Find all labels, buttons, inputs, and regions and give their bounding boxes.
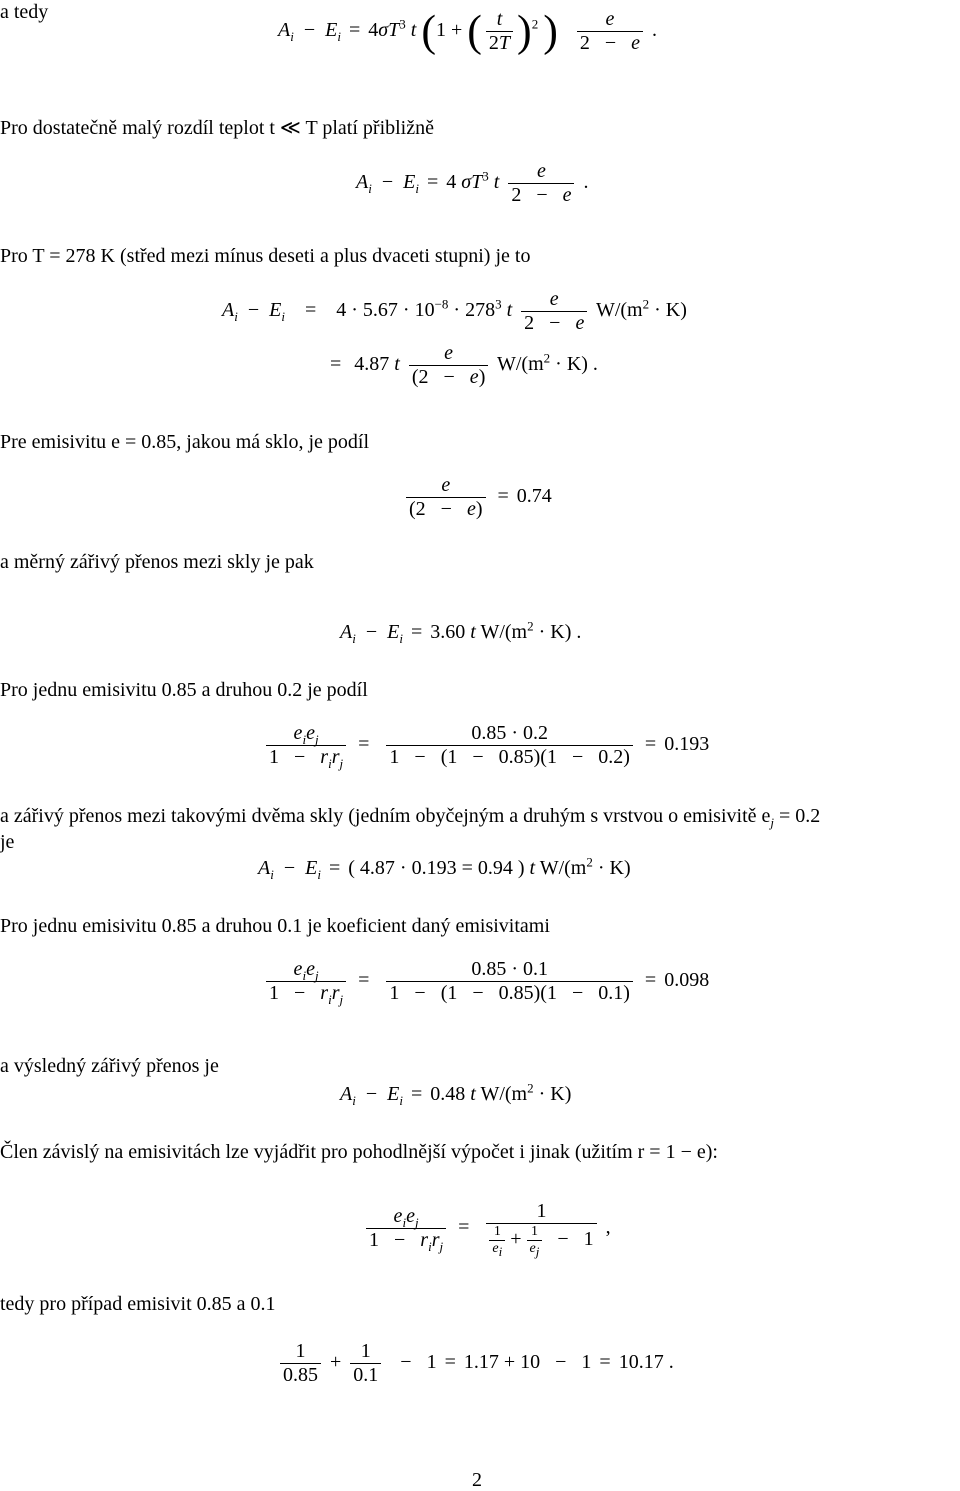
- page-number: 2: [472, 1469, 482, 1491]
- text-alternative-form: Člen závislý na emisivitách lze vyjádřit pro pohodlnější výpočet i jinak (užitím r = 1 − e):: [0, 1141, 718, 1163]
- equation-1: $A_i - E_i = 4\sigma T^3$ t (1 + ( $\frac{t}{2T}$ )$^2$ ) $\frac{e}{2 - e}$ .: [278, 6, 658, 56]
- text-resulting-transfer: a výsledný zářivý přenos je: [0, 1055, 219, 1077]
- equation-5: $A_i - E_i = 3.60$ t $W/(m^2 \cdot K)$ .: [340, 618, 582, 646]
- equation-9: $A_i - E_i = 0.48$ t $W/(m^2 \cdot K)$: [340, 1080, 572, 1108]
- equation-6: $\frac{e_ie_j}{1 - r_ir_j}$ = $\frac{0.85 \cdot 0.2}{1 - (1 - 0.85)(1 - 0.2)}$ = 0.193: [262, 722, 709, 769]
- equation-7: $A_i - E_i$ = ( 4.87 · 0.193 = 0.94 ) t $W/(m^2 \cdot K)$: [258, 854, 631, 882]
- text-glass-emissivity: Pre emisivitu e = 0.85, jakou má sklo, je podíl: [0, 431, 370, 453]
- text-approx: Pro dostatečně malý rozdíl teplot t ≪ T platí přibližně: [0, 117, 434, 139]
- text-je: je: [0, 831, 15, 853]
- equation-2: $A_i - E_i = 4$ $\sigma T^3$ t $\frac{e}{2 - e}$ .: [356, 160, 589, 206]
- equation-10: $\frac{e_ie_j}{1 - r_ir_j}$ = 1 $\frac{1}{e_i}$ + $\frac{1}{e_j}$ − 1 ,: [362, 1200, 611, 1257]
- equation-3b: = 4.87 t $\frac{e}{(2 - e)}$ $W/(m^2 \cdot K)$ .: [330, 342, 598, 388]
- text-case-emissivities: tedy pro případ emisivit 0.85 a 0.1: [0, 1293, 276, 1315]
- text-transfer-two-glasses: a zářivý přenos mezi takovými dvěma skly (jedním obyčejným a druhým s vrstvou o emisivitě $e_j = 0.2$: [0, 805, 821, 830]
- equation-3a: $A_i - E_i = 4 \cdot 5.67 \cdot 10^{-8} \cdot 278^3$ t $\frac{e}{2 - e}$ $W/(m^2 \cdot K)$: [222, 288, 687, 334]
- equation-4: $\frac{e}{(2 - e)}$ = 0.74: [402, 474, 552, 521]
- text-one-emissivity-01: Pro jednu emisivitu 0.85 a druhou 0.1 je koeficient daný emisivitami: [0, 915, 550, 937]
- text-temperature: Pro T = 278 K (střed mezi mínus deseti a plus dvaceti stupni) je to: [0, 245, 531, 267]
- text-one-emissivity-02: Pro jednu emisivitu 0.85 a druhou 0.2 je podíl: [0, 679, 368, 701]
- text-specific-transfer: a měrný zářivý přenos mezi skly je pak: [0, 551, 314, 573]
- text-intro: a tedy: [0, 1, 49, 23]
- equation-8: $\frac{e_ie_j}{1 - r_ir_j}$ = $\frac{0.85 \cdot 0.1}{1 - (1 - 0.85)(1 - 0.1)}$ = 0.098: [262, 958, 709, 1005]
- equation-11: $\frac{1}{0.85}$ + $\frac{1}{0.1}$ − 1 = 1.17 + 10 − 1 = 10.17 .: [276, 1340, 674, 1387]
